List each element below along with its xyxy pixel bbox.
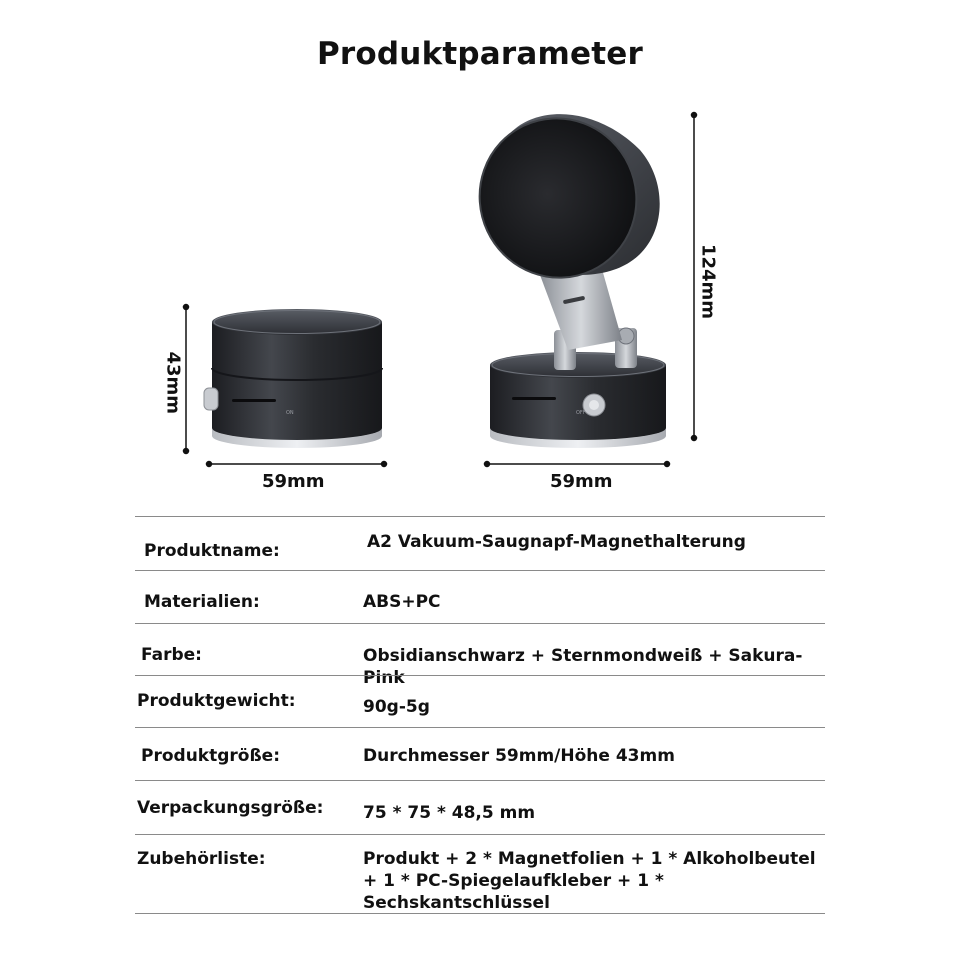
spec-row-produktname bbox=[135, 516, 825, 571]
spec-row-verpackungsgroesse bbox=[135, 780, 825, 835]
closed-puck-product bbox=[204, 309, 382, 448]
spec-label: Farbe: bbox=[141, 645, 202, 665]
spec-row-materialien bbox=[135, 570, 825, 624]
spec-value: Durchmesser 59mm/Höhe 43mm bbox=[363, 746, 675, 766]
spec-label: Verpackungsgröße: bbox=[137, 798, 324, 818]
spec-row-farbe bbox=[135, 623, 825, 688]
spec-value: Produkt + 2 * Magnetfolien + 1 * Alkoholbeutel + 1 * PC-Spiegelaufkleber + 1 * Sechskantschlüssel bbox=[363, 849, 816, 913]
spec-label: Produktname: bbox=[144, 541, 280, 561]
spec-label: Materialien: bbox=[144, 592, 260, 612]
spec-value: A2 Vakuum-Saugnapf-Magnethalterung bbox=[367, 532, 746, 552]
spec-value: ABS+PC bbox=[363, 592, 441, 612]
spec-value: Obsidianschwarz + Sternmondweiß + Sakura-Pink bbox=[363, 646, 803, 688]
left-width-label: 59mm bbox=[262, 471, 325, 492]
page-title: Produktparameter bbox=[317, 36, 643, 72]
spec-label: Produktgröße: bbox=[141, 746, 281, 766]
svg-text:ON: ON bbox=[286, 410, 294, 416]
right-height-label: 124mm bbox=[697, 243, 719, 320]
left-height-label: 43mm bbox=[162, 351, 184, 415]
spec-row-zubehoerliste bbox=[135, 834, 825, 914]
svg-text:OFF: OFF bbox=[576, 410, 586, 416]
spec-label: Produktgewicht: bbox=[137, 691, 296, 711]
spec-row-produktgewicht bbox=[135, 675, 825, 728]
right-width-label: 59mm bbox=[550, 471, 613, 492]
spec-row-produktgroesse bbox=[135, 727, 825, 781]
spec-label: Zubehörliste: bbox=[137, 849, 266, 869]
table-bottom-rule bbox=[135, 913, 825, 914]
spec-value: 75 * 75 * 48,5 mm bbox=[363, 803, 536, 823]
spec-value: 90g-5g bbox=[363, 697, 430, 717]
open-mount-product bbox=[453, 93, 666, 448]
